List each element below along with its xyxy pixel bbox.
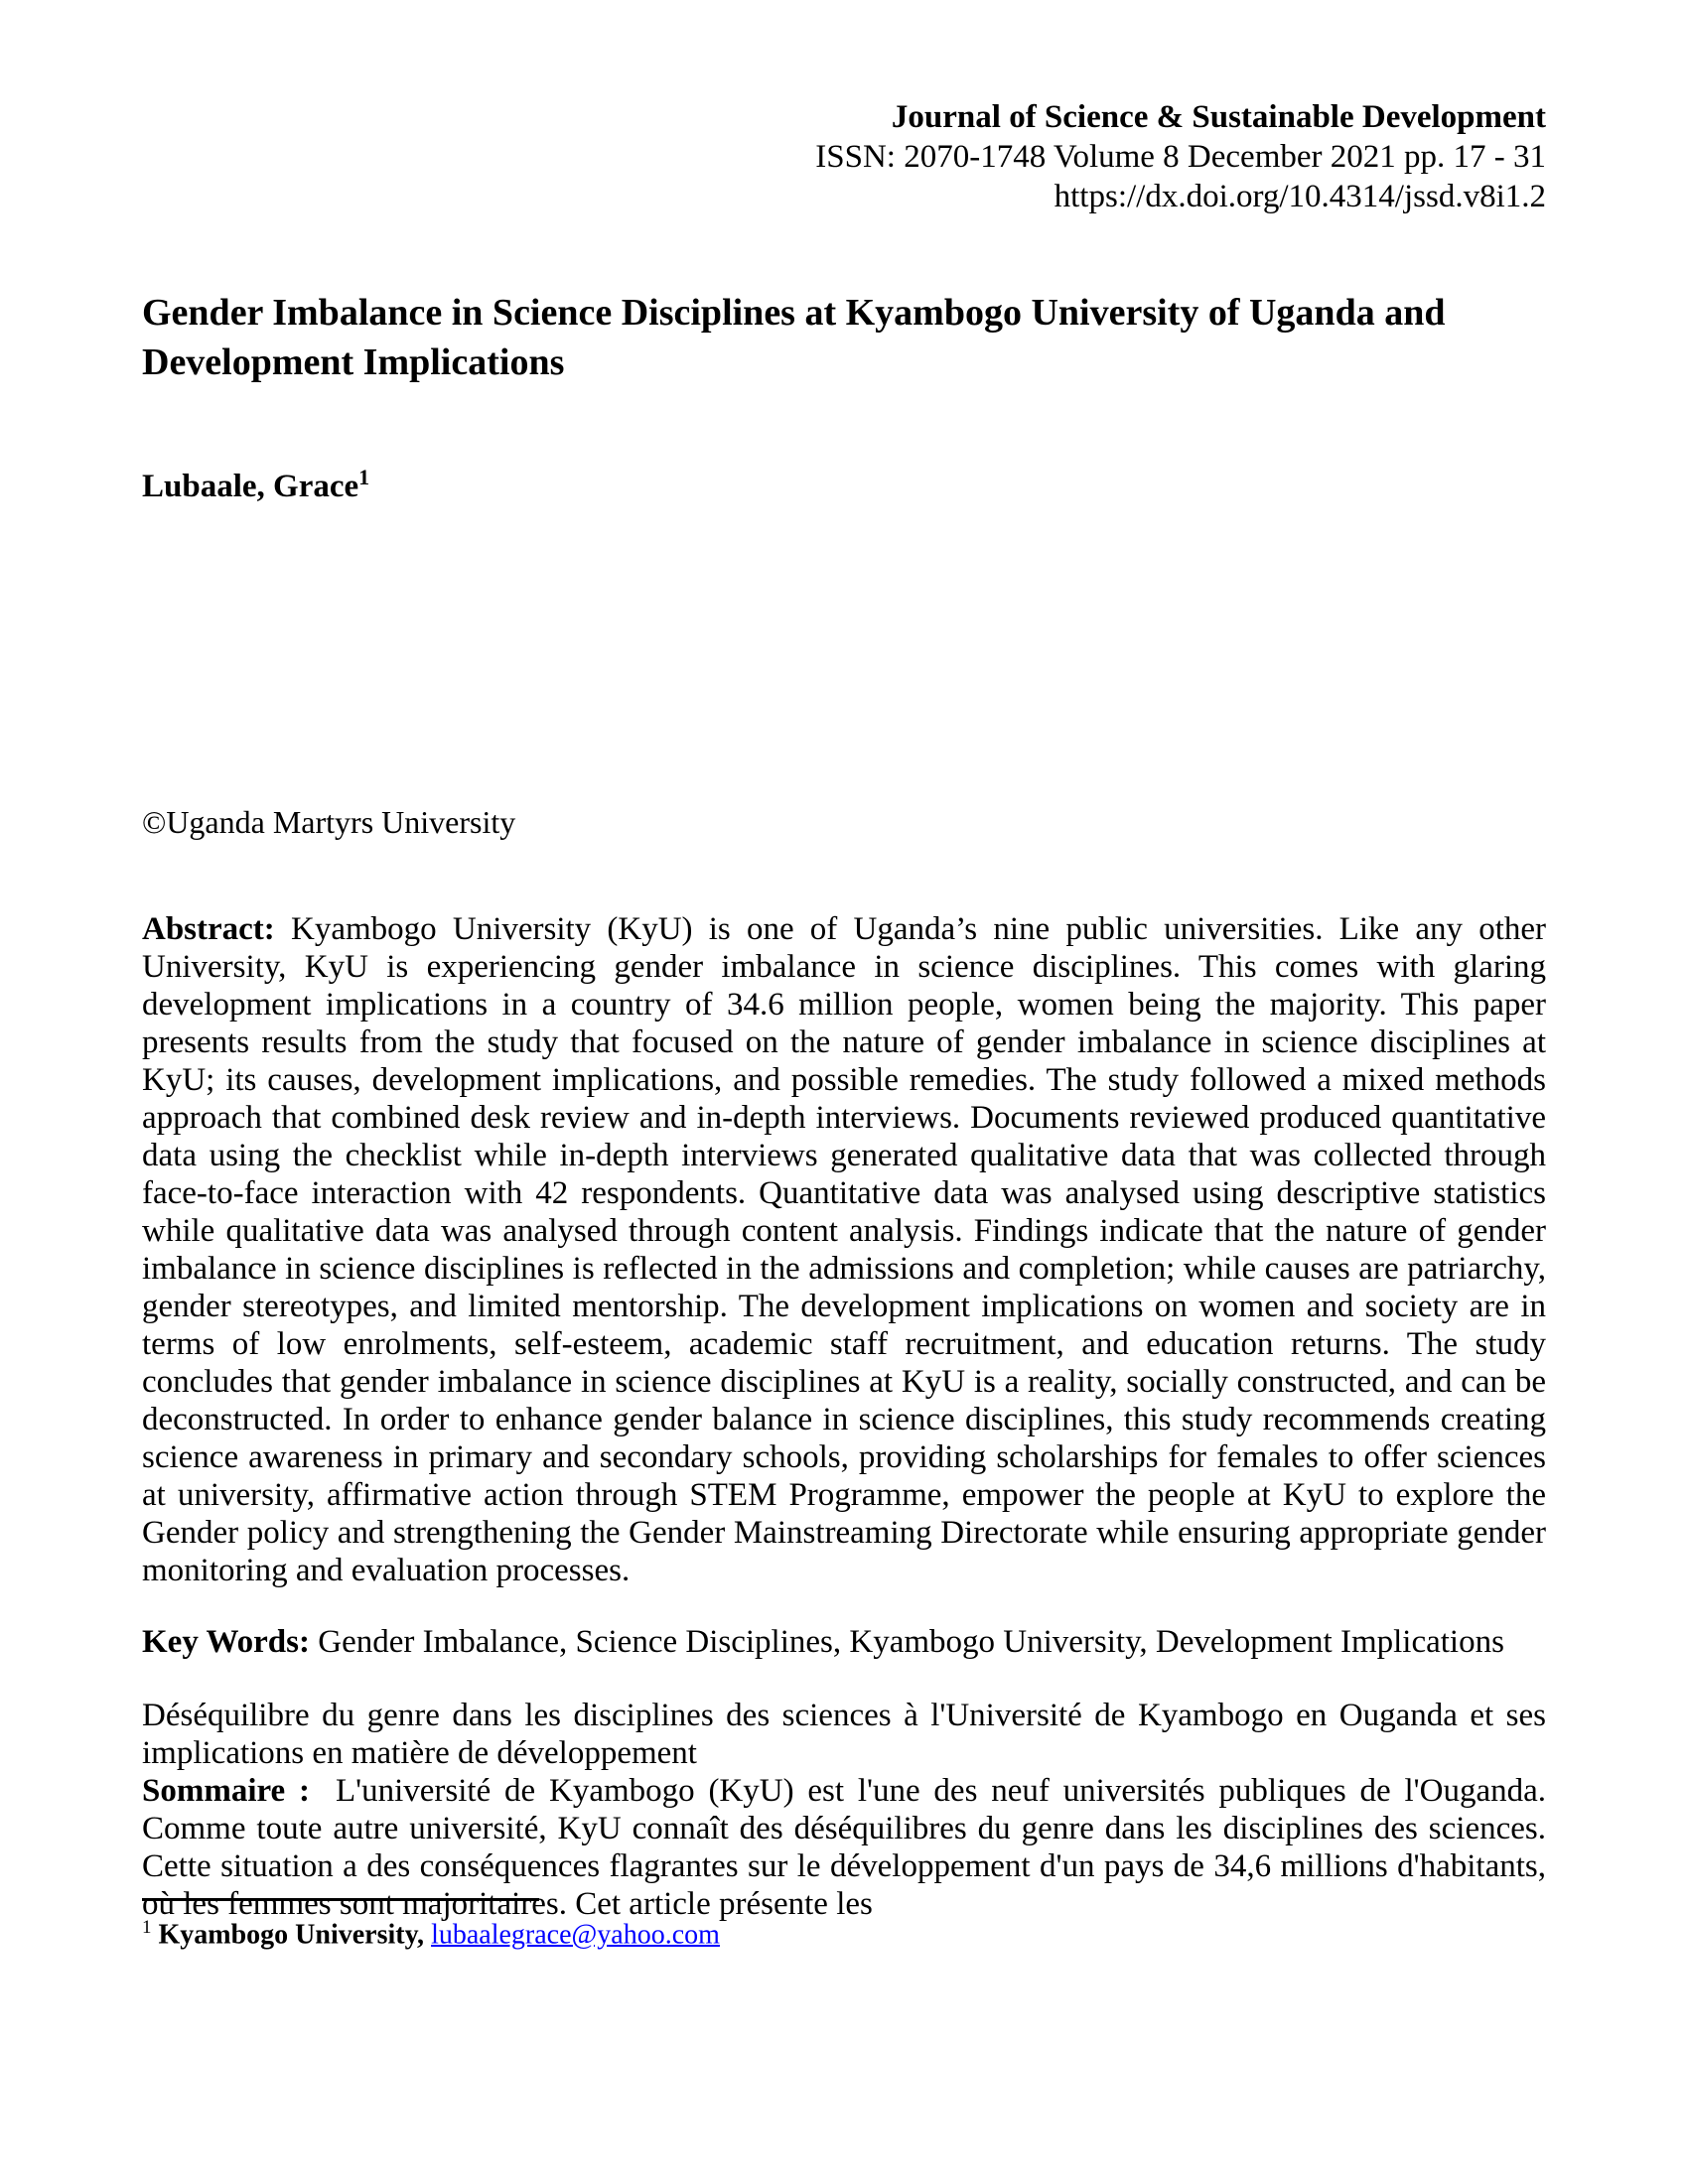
keywords-label: Key Words: bbox=[142, 1624, 310, 1660]
copyright-line: ©Uganda Martyrs University bbox=[142, 804, 516, 840]
paper-title: Gender Imbalance in Science Disciplines at Kyambogo University of Uganda and Development Implications bbox=[142, 292, 1446, 383]
footnote-text bbox=[142, 1911, 1546, 1952]
author-footnote-ref: 1 bbox=[358, 465, 370, 489]
footnote-affiliation: Kyambogo University, bbox=[158, 1919, 425, 1951]
keywords-text: Gender Imbalance, Science Disciplines, Kyambogo University, Development Implications bbox=[318, 1624, 1504, 1660]
french-title: Déséquilibre du genre dans les disciplines des sciences à l'Université de Kyambogo en Ouganda et ses implications en matière de développement bbox=[142, 1698, 1546, 1771]
author-name: Lubaale, Grace bbox=[142, 469, 359, 504]
footnote-separator bbox=[142, 1898, 539, 1901]
footnote-email-link[interactable]: lubaalegrace@yahoo.com bbox=[431, 1919, 720, 1951]
keywords-line bbox=[142, 1623, 1546, 1661]
abstract-paragraph bbox=[142, 910, 1546, 1589]
issn-volume-line: ISSN: 2070-1748 Volume 8 December 2021 pp. 17 - 31 bbox=[815, 139, 1546, 175]
footnote-area bbox=[142, 1898, 1546, 1952]
doi-line: https://dx.doi.org/10.4314/jssd.v8i1.2 bbox=[1054, 179, 1546, 214]
author-line bbox=[142, 459, 1546, 505]
abstract-text: Kyambogo University (KyU) is one of Uganda’s nine public universities. Like any other University, KyU is experiencing gender imbalance in science disciplines. This comes with glaring development implications in a country of 34.6 million people, women being the majority. This paper presents results from the study that focused on the nature of gender imbalance in science disciplines at KyU; its causes, development implications, and possible remedies. The study followed a mixed methods approach that combined desk review and in-depth interviews. Documents reviewed produced quantitative data using the checklist while in-depth interviews generated qualitative data that was collected through face-to-face interaction with 42 respondents. Quantitative data was analysed using descriptive statistics while qualitative data was analysed through content analysis. Findings indicate that the nature of gender imbalance in science disciplines is reflected in the admissions and completion; while causes are patriarchy, gender stereotypes, and limited mentorship. The development implications on women and society are in terms of low enrolments, self-esteem, academic staff recruitment, and education returns. The study concludes that gender imbalance in science disciplines at KyU is a reality, socially constructed, and can be deconstructed. In order to enhance gender balance in science disciplines, this study recommends creating science awareness in primary and secondary schools, providing scholarships for females to offer sciences at university, affirmative action through STEM Programme, empower the people at KyU to explore the Gender policy and strengthening the Gender Mainstreaming Directorate while ensuring appropriate gender monitoring and evaluation processes. bbox=[142, 911, 1546, 1588]
journal-name: Journal of Science & Sustainable Development bbox=[891, 99, 1546, 135]
sommaire-label: Sommaire : bbox=[142, 1773, 310, 1809]
footnote-ref: 1 bbox=[142, 1917, 152, 1938]
abstract-label: Abstract: bbox=[142, 911, 275, 947]
journal-header bbox=[142, 97, 1546, 216]
french-section bbox=[142, 1697, 1546, 1923]
sommaire-text: L'université de Kyambogo (KyU) est l'une des neuf universités publiques de l'Ouganda. Comme toute autre université, KyU connaît des déséquilibres du genre dans les disciplines des sciences. Cette situation a des conséquences flagrantes sur le développement d'un pays de 34,6 millions d'habitants, où les femmes sont majoritaires. Cet article présente les bbox=[142, 1773, 1547, 1922]
